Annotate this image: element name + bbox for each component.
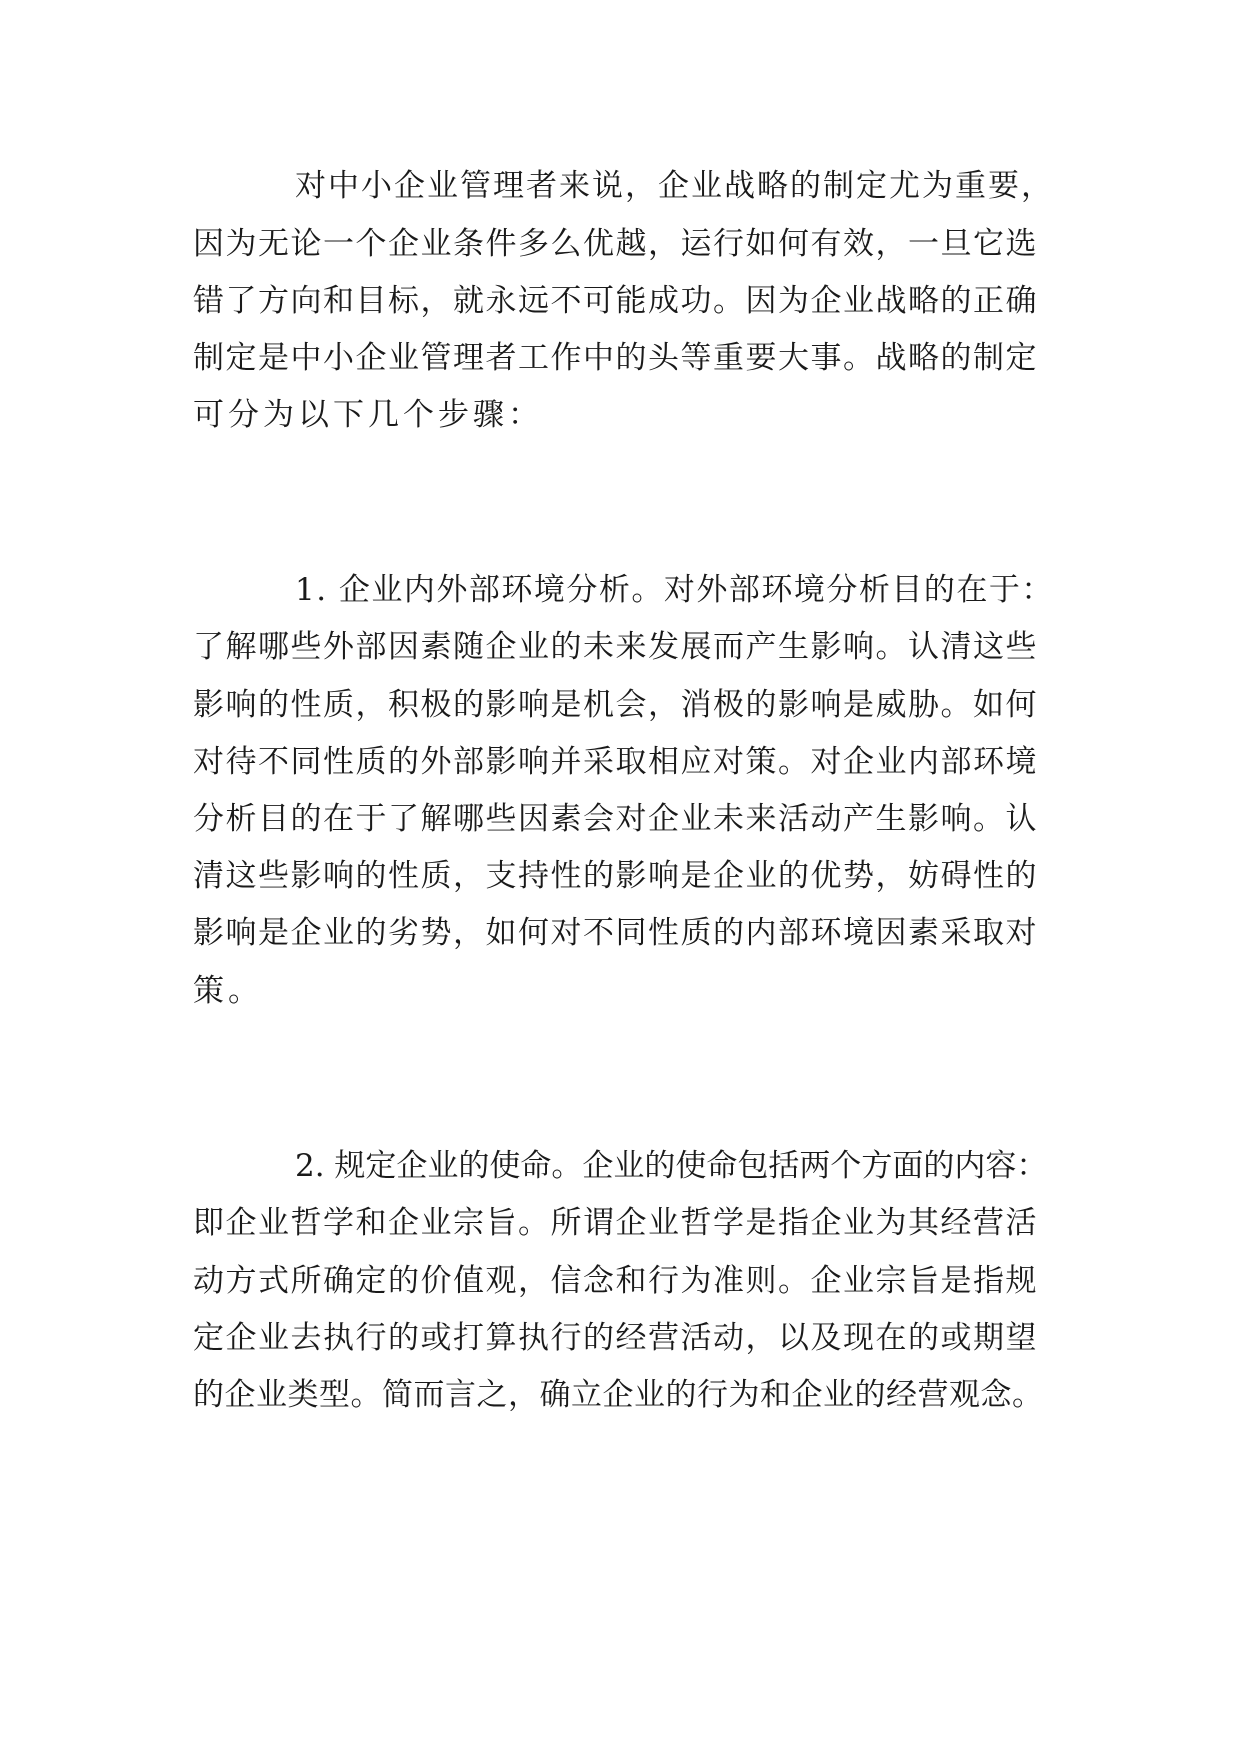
paragraph-line: 1. 企业内外部环境分析。对外部环境分析目的在于： (295, 572, 1054, 608)
paragraph-line: 的企业类型。简而言之，确立企业的行为和企业的经营观念。 (193, 1377, 1044, 1413)
paragraph-line: 定企业去执行的或打算执行的经营活动，以及现在的或期望 (193, 1320, 1038, 1356)
paragraph-line: 对待不同性质的外部影响并采取相应对策。对企业内部环境 (193, 744, 1038, 780)
paragraph-line: 了解哪些外部因素随企业的未来发展而产生影响。认清这些 (193, 629, 1038, 665)
paragraph-line: 影响的性质，积极的影响是机会，消极的影响是威胁。如何 (193, 687, 1038, 723)
paragraph-line: 可分为以下几个步骤： (193, 397, 543, 433)
paragraph-line: 对中小企业管理者来说，企业战略的制定尤为重要， (295, 168, 1054, 204)
paragraph-line: 即企业哲学和企业宗旨。所谓企业哲学是指企业为其经营活 (193, 1205, 1038, 1241)
paragraph-line: 影响是企业的劣势，如何对不同性质的内部环境因素采取对 (193, 915, 1038, 951)
paragraph-line: 动方式所确定的价值观，信念和行为准则。企业宗旨是指规 (193, 1263, 1038, 1299)
paragraph-line: 清这些影响的性质，支持性的影响是企业的优势，妨碍性的 (193, 858, 1038, 894)
paragraph-line: 制定是中小企业管理者工作中的头等重要大事。战略的制定 (193, 340, 1038, 376)
paragraph-line: 错了方向和目标，就永远不可能成功。因为企业战略的正确 (193, 283, 1038, 319)
paragraph-line: 2. 规定企业的使命。企业的使命包括两个方面的内容： (295, 1148, 1048, 1184)
paragraph-line: 策。 (193, 973, 263, 1009)
paragraph-line: 分析目的在于了解哪些因素会对企业未来活动产生影响。认 (193, 801, 1038, 837)
paragraph-line: 因为无论一个企业条件多么优越，运行如何有效，一旦它选 (193, 226, 1038, 262)
